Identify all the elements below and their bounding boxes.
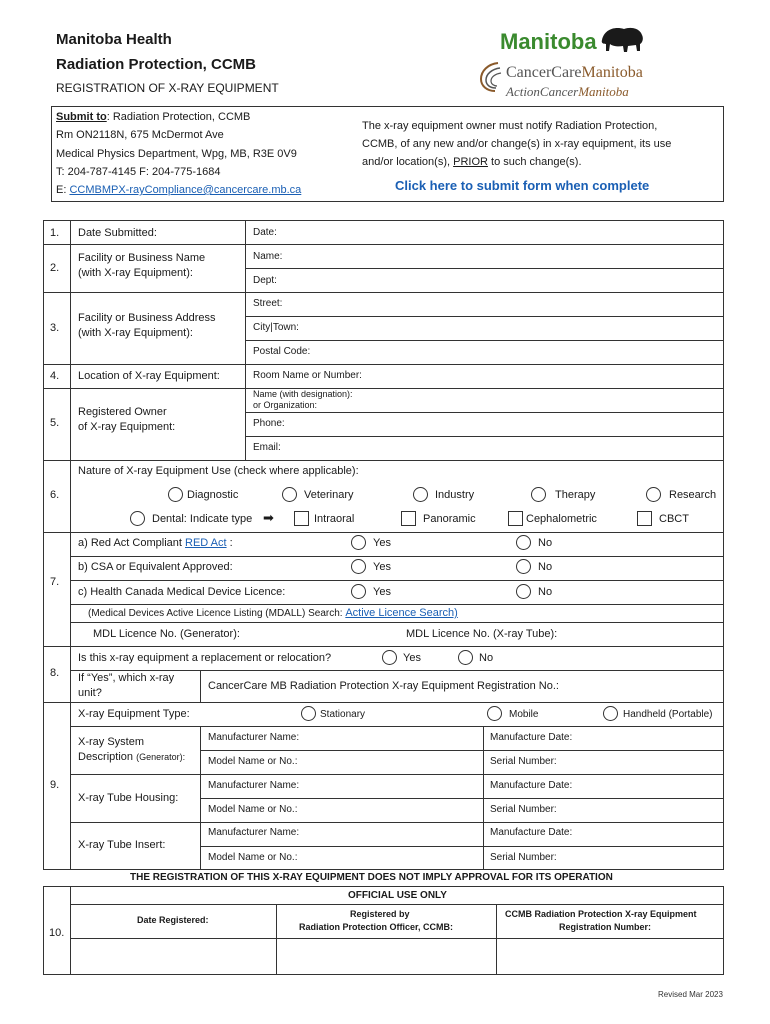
- if-yes-sublabel: unit?: [78, 687, 102, 699]
- replacement-question: Is this x-ray equipment a replacement or relocation?: [78, 652, 332, 664]
- submit-to-line: Submit to: Radiation Protection, CCMB: [56, 111, 251, 123]
- revision-note: Revised Mar 2023: [658, 990, 723, 999]
- registration-no-field[interactable]: CancerCare MB Radiation Protection X-ray Equipment Registration No.:: [208, 680, 559, 692]
- cancercare-logo: CancerCareManitoba: [506, 64, 643, 81]
- csa-label: b) CSA or Equivalent Approved:: [78, 561, 233, 573]
- intraoral-checkbox[interactable]: [294, 511, 309, 526]
- date-submitted-label: Date Submitted:: [78, 227, 157, 239]
- facility-address-sublabel: (with X-ray Equipment):: [78, 327, 193, 339]
- date-submitted-field[interactable]: Date:: [253, 227, 277, 238]
- dental-radio[interactable]: [130, 511, 145, 526]
- row-number: 3.: [50, 322, 60, 334]
- owner-label: Registered Owner: [78, 406, 167, 418]
- stationary-label: Stationary: [320, 709, 366, 720]
- owner-email-field[interactable]: Email:: [253, 442, 281, 453]
- red-act-label: a) Red Act Compliant RED Act :: [78, 537, 233, 549]
- yes-label: Yes: [373, 561, 391, 573]
- org-name: Manitoba Health: [56, 31, 172, 48]
- csa-yes-radio[interactable]: [351, 559, 366, 574]
- housing-mfr-date-field[interactable]: Manufacture Date:: [490, 780, 573, 791]
- replacement-yes-radio[interactable]: [382, 650, 397, 665]
- system-manufacturer-field[interactable]: Manufacturer Name:: [208, 732, 300, 743]
- room-field[interactable]: Room Name or Number:: [253, 370, 362, 381]
- veterinary-label: Veterinary: [304, 489, 354, 501]
- insert-manufacturer-field[interactable]: Manufacturer Name:: [208, 827, 300, 838]
- notice-line-1: The x-ray equipment owner must notify Radiation Protection,: [362, 120, 658, 132]
- system-model-field[interactable]: Model Name or No.:: [208, 756, 298, 767]
- industry-radio[interactable]: [413, 487, 428, 502]
- dental-label: Dental: Indicate type: [152, 513, 253, 525]
- registered-by-label: Registered by: [350, 909, 410, 919]
- cbct-label: CBCT: [659, 513, 689, 525]
- mobile-label: Mobile: [509, 709, 539, 720]
- cancercare-swirl-icon: [478, 60, 504, 94]
- tube-housing-label: X-ray Tube Housing:: [78, 792, 179, 804]
- ccmb-reg-label: CCMB Radiation Protection X-ray Equipment: [505, 909, 697, 919]
- hc-no-radio[interactable]: [516, 584, 531, 599]
- diagnostic-label: Diagnostic: [187, 489, 239, 501]
- row-number: 6.: [50, 489, 60, 501]
- row-number: 5.: [50, 417, 60, 429]
- equipment-type-label: X-ray Equipment Type:: [78, 708, 190, 720]
- no-label: No: [538, 561, 553, 573]
- bison-icon: [598, 24, 646, 54]
- handheld-radio[interactable]: [603, 706, 618, 721]
- row-number: 9.: [50, 779, 60, 791]
- system-desc-label: X-ray System: [78, 736, 145, 748]
- cbct-checkbox[interactable]: [637, 511, 652, 526]
- ccmb-reg-sublabel: Registration Number:: [559, 922, 652, 932]
- date-registered-label: Date Registered:: [137, 915, 209, 925]
- tube-insert-label: X-ray Tube Insert:: [78, 839, 166, 851]
- use-nature-title: Nature of X-ray Equipment Use (check where applicable):: [78, 465, 359, 477]
- red-act-link[interactable]: RED Act: [185, 537, 227, 549]
- row-number: 10.: [49, 927, 65, 939]
- intraoral-label: Intraoral: [314, 513, 355, 525]
- insert-serial-field[interactable]: Serial Number:: [490, 852, 557, 863]
- veterinary-radio[interactable]: [282, 487, 297, 502]
- csa-no-radio[interactable]: [516, 559, 531, 574]
- address-dept: Medical Physics Department, Wpg, MB, R3E 0V9: [56, 148, 297, 160]
- stationary-radio[interactable]: [301, 706, 316, 721]
- red-act-no-radio[interactable]: [516, 535, 531, 550]
- row-number: 8.: [50, 667, 60, 679]
- research-radio[interactable]: [646, 487, 661, 502]
- active-licence-search-link[interactable]: Active Licence Search): [345, 607, 458, 619]
- if-yes-label: If “Yes”, which x-ray: [78, 672, 175, 684]
- owner-org-caption: or Organization:: [253, 400, 318, 410]
- official-use-title: OFFICIAL USE ONLY: [348, 890, 447, 901]
- research-label: Research: [669, 489, 717, 501]
- system-serial-field[interactable]: Serial Number:: [490, 756, 557, 767]
- mdl-generator-field[interactable]: MDL Licence No. (Generator):: [93, 628, 240, 640]
- disclaimer: THE REGISTRATION OF THIS X-RAY EQUIPMENT DOES NOT IMPLY APPROVAL FOR ITS OPERATION: [130, 872, 613, 883]
- facility-name-sublabel: (with X-ray Equipment):: [78, 267, 193, 279]
- housing-manufacturer-field[interactable]: Manufacturer Name:: [208, 780, 300, 791]
- facility-address-label: Facility or Business Address: [78, 312, 216, 324]
- facility-name-label: Facility or Business Name: [78, 252, 206, 264]
- ccmb-reg-number-field[interactable]: [497, 939, 723, 975]
- no-label: No: [538, 586, 553, 598]
- email-link[interactable]: CCMBMPX-rayCompliance@cancercare.mb.ca: [69, 184, 302, 196]
- handheld-label: Handheld (Portable): [623, 709, 713, 720]
- street-field[interactable]: Street:: [253, 298, 283, 309]
- postal-code-field[interactable]: Postal Code:: [253, 346, 311, 357]
- actioncancer-logo: ActionCancerManitoba: [506, 84, 629, 99]
- insert-mfr-date-field[interactable]: Manufacture Date:: [490, 827, 573, 838]
- row-number: 7.: [50, 576, 60, 588]
- notice-line-3: and/or location(s), PRIOR to such change(s).: [362, 156, 582, 168]
- housing-serial-field[interactable]: Serial Number:: [490, 804, 557, 815]
- housing-model-field[interactable]: Model Name or No.:: [208, 804, 298, 815]
- phone-fax: T: 204-787-4145 F: 204-775-1684: [56, 166, 221, 178]
- panoramic-label: Panoramic: [423, 513, 476, 525]
- registered-by-field[interactable]: [277, 939, 496, 975]
- row-number: 2.: [50, 262, 60, 274]
- row-number: 4.: [50, 370, 60, 382]
- mobile-radio[interactable]: [487, 706, 502, 721]
- row-number: 1.: [50, 227, 60, 239]
- address-room: Rm ON2118N, 675 McDermot Ave: [56, 129, 224, 141]
- system-mfr-date-field[interactable]: Manufacture Date:: [490, 732, 573, 743]
- location-label: Location of X-ray Equipment:: [78, 370, 220, 382]
- arrow-right-icon: ➡: [263, 510, 274, 525]
- email-line: E: CCMBMPX-rayCompliance@cancercare.mb.ca: [56, 184, 302, 196]
- registered-by-sublabel: Radiation Protection Officer, CCMB:: [299, 922, 454, 932]
- owner-phone-field[interactable]: Phone:: [253, 418, 285, 429]
- org-subname: Radiation Protection, CCMB: [56, 56, 257, 73]
- submit-form-link[interactable]: Click here to submit form when complete: [395, 178, 650, 193]
- cephalometric-checkbox[interactable]: [508, 511, 523, 526]
- yes-label: Yes: [403, 652, 421, 664]
- facility-name-field[interactable]: Name:: [253, 251, 283, 262]
- mdl-tube-field[interactable]: MDL Licence No. (X-ray Tube):: [406, 628, 558, 640]
- notice-line-2: CCMB, of any new and/or change(s) in x-ray equipment, its use: [362, 138, 672, 150]
- therapy-label: Therapy: [555, 489, 596, 501]
- cephalometric-label: Cephalometric: [526, 513, 597, 525]
- owner-name-field[interactable]: Name (with designation):: [253, 389, 353, 399]
- manitoba-logo-text: Manitoba: [500, 29, 597, 54]
- date-registered-field[interactable]: [71, 939, 276, 975]
- panoramic-checkbox[interactable]: [401, 511, 416, 526]
- hc-yes-radio[interactable]: [351, 584, 366, 599]
- red-act-yes-radio[interactable]: [351, 535, 366, 550]
- owner-sublabel: of X-ray Equipment:: [78, 421, 176, 433]
- system-desc-sublabel: Description (Generator):: [78, 751, 186, 763]
- diagnostic-radio[interactable]: [168, 487, 183, 502]
- industry-label: Industry: [435, 489, 475, 501]
- therapy-radio[interactable]: [531, 487, 546, 502]
- facility-dept-field[interactable]: Dept:: [253, 275, 277, 286]
- insert-model-field[interactable]: Model Name or No.:: [208, 852, 298, 863]
- city-field[interactable]: City|Town:: [253, 322, 299, 333]
- no-label: No: [479, 652, 494, 664]
- hc-licence-label: c) Health Canada Medical Device Licence:: [78, 586, 286, 598]
- no-label: No: [538, 537, 553, 549]
- mdall-note: (Medical Devices Active Licence Listing (MDALL) Search: Active Licence Search): [88, 607, 458, 619]
- replacement-no-radio[interactable]: [458, 650, 473, 665]
- form-title: REGISTRATION OF X-RAY EQUIPMENT: [56, 81, 279, 95]
- yes-label: Yes: [373, 586, 391, 598]
- yes-label: Yes: [373, 537, 391, 549]
